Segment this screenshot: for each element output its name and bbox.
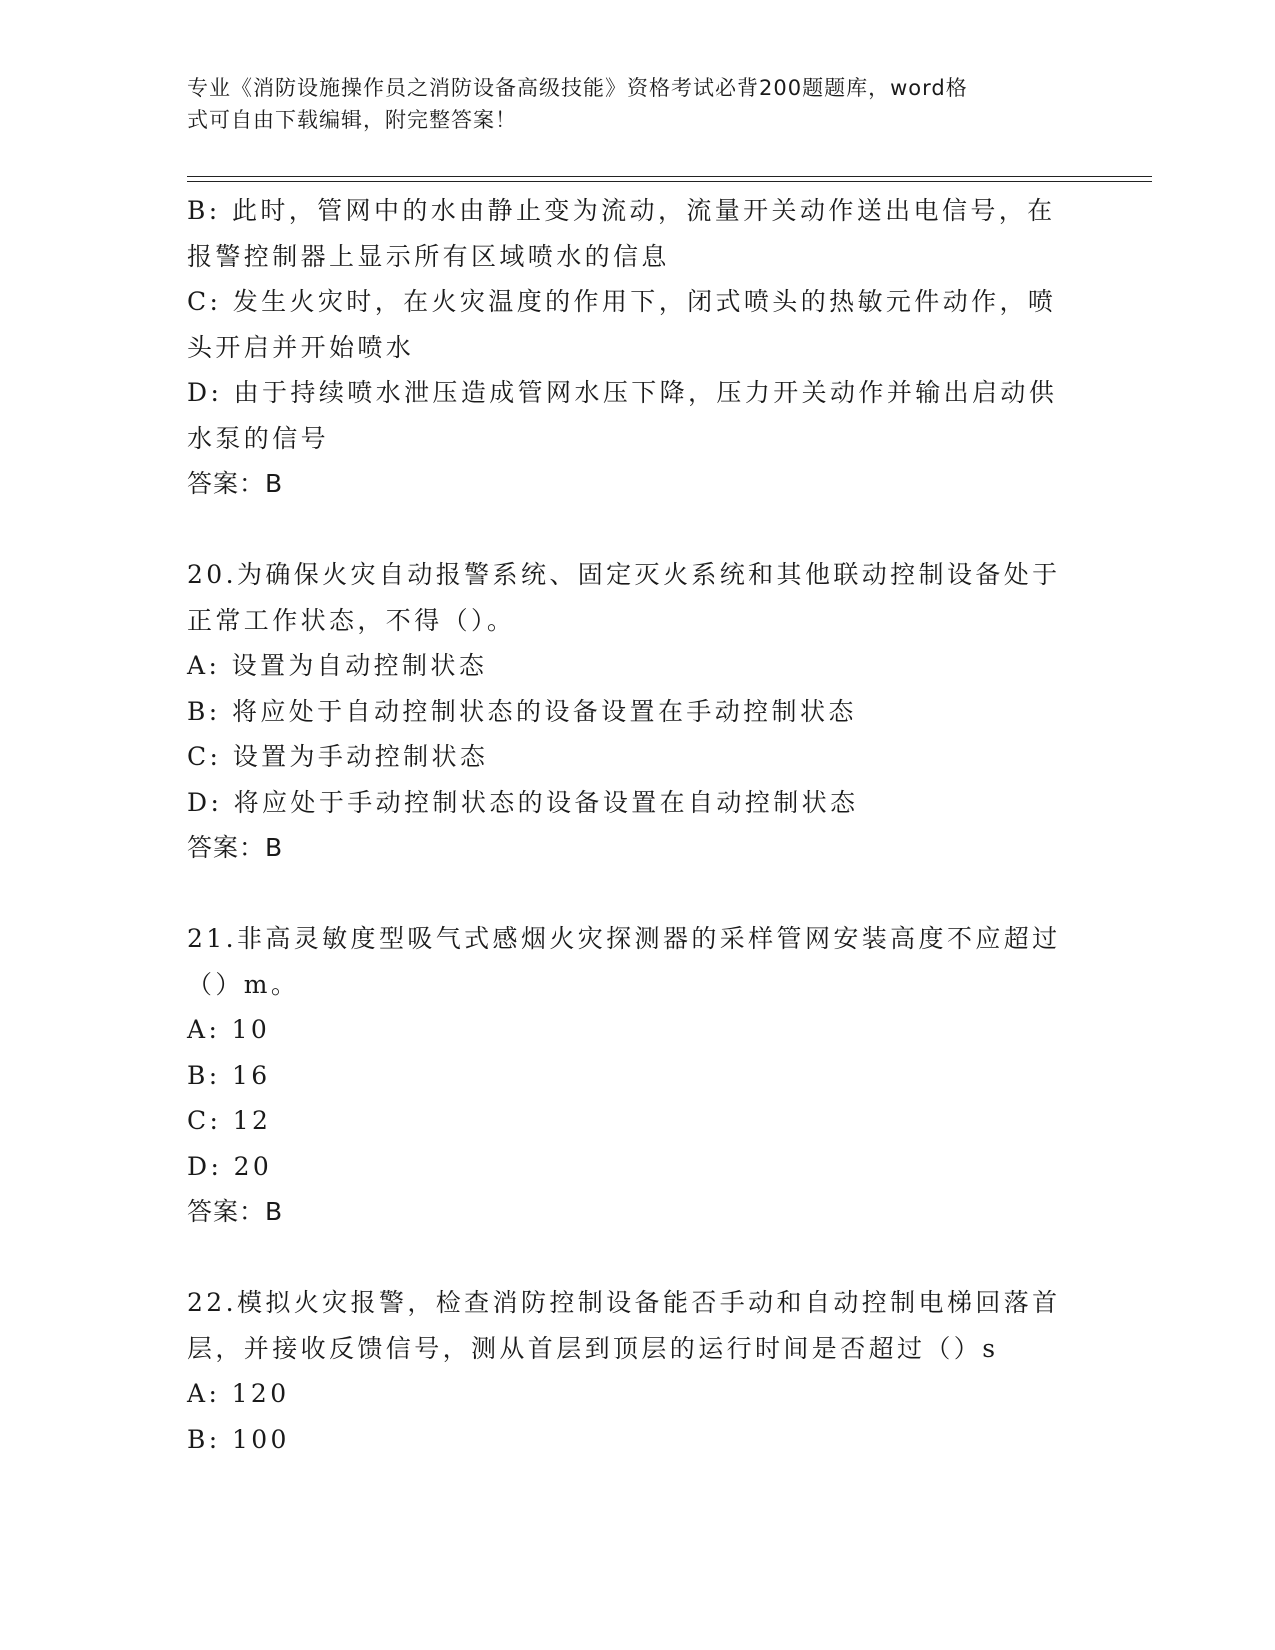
question-spacer	[187, 507, 1067, 553]
option-b-line-2: 报警控制器上显示所有区域喷水的信息	[187, 241, 670, 271]
question-text-line-2: （）m。	[187, 969, 300, 999]
option-b: B: 100	[187, 1424, 290, 1454]
answer: 答案：B	[187, 833, 284, 862]
option-b-line-1: B: 此时，管网中的水由静止变为流动，流量开关动作送出电信号，在	[187, 196, 1056, 225]
option-c-line-1: C: 发生火灾时，在火灾温度的作用下，闭式喷头的热敏元件动作，喷	[187, 287, 1057, 316]
option-c: C: 设置为手动控制状态	[187, 742, 489, 771]
header-line-2: 式可自由下载编辑，附完整答案！	[187, 108, 517, 132]
question-spacer	[187, 1235, 1067, 1281]
option-d-line-1: D: 由于持续喷水泄压造成管网水压下降，压力开关动作并输出启动供	[187, 378, 1058, 407]
option-b: B: 将应处于自动控制状态的设备设置在手动控制状态	[187, 696, 857, 726]
option-d: D: 将应处于手动控制状态的设备设置在自动控制状态	[187, 787, 859, 817]
question-text-line-2: 正常工作状态，不得（）。	[187, 605, 516, 635]
option-d: D: 20	[187, 1151, 273, 1181]
header-line-1: 专业《消防设施操作员之消防设备高级技能》资格考试必背200题题库，word格	[187, 76, 968, 100]
option-d-line-2: 水泵的信号	[187, 423, 330, 453]
option-a: A: 10	[187, 1015, 271, 1044]
option-c: C: 12	[187, 1106, 272, 1135]
option-c-line-2: 头开启并开始喷水	[187, 332, 415, 362]
option-b: B: 16	[187, 1060, 271, 1090]
question-text-line-1: 21.非高灵敏度型吸气式感烟火灾探测器的采样管网安装高度不应超过	[187, 924, 1061, 953]
question-21	[187, 916, 1067, 1235]
answer: 答案：B	[187, 469, 284, 498]
document-header	[187, 72, 1067, 136]
question-20	[187, 552, 1067, 871]
question-text-line-1: 22.模拟火灾报警，检查消防控制设备能否手动和自动控制电梯回落首	[187, 1288, 1061, 1317]
question-19-continued	[187, 188, 1067, 507]
answer: 答案：B	[187, 1197, 284, 1226]
option-a: A: 120	[187, 1379, 290, 1408]
question-spacer	[187, 871, 1067, 917]
question-text-line-2: 层，并接收反馈信号，测从首层到顶层的运行时间是否超过（）s	[187, 1333, 999, 1363]
question-text-line-1: 20.为确保火灾自动报警系统、固定灭火系统和其他联动控制设备处于	[187, 560, 1061, 589]
header-divider-bottom	[187, 181, 1152, 182]
option-a: A: 设置为自动控制状态	[187, 651, 488, 680]
header-divider-top	[187, 176, 1152, 177]
question-content	[187, 188, 1067, 1462]
question-22	[187, 1280, 1067, 1462]
